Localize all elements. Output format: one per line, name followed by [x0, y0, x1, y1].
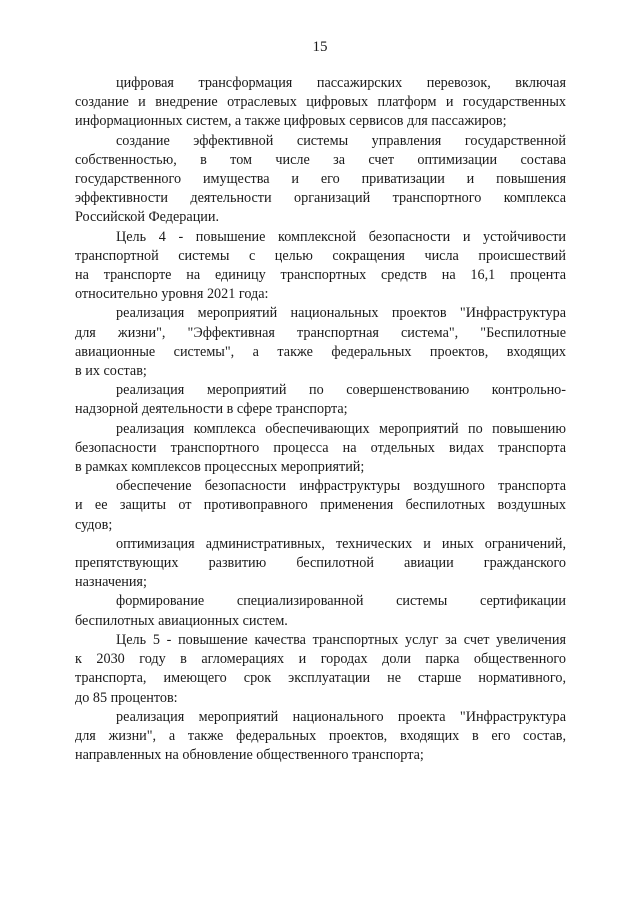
- text-line: для жизни", "Эффективная транспортная система", "Беспилотные: [75, 324, 566, 341]
- text-line: оптимизация административных, технических и иных ограничений,: [116, 535, 566, 552]
- text-line: создание эффективной системы управления государственной: [116, 132, 566, 149]
- text-line: эффективности деятельности организаций транспортного комплекса: [75, 190, 566, 207]
- text-line: в их состав;: [75, 363, 147, 380]
- text-line: относительно уровня 2021 года:: [75, 286, 269, 303]
- paragraph-public-transport: [75, 708, 566, 766]
- text-line: и ее защиты от противоправного применения беспилотных воздушных: [75, 497, 566, 514]
- text-line: к 2030 году в агломерациях и городах доли парка общественного: [75, 651, 566, 668]
- text-line: формирование специализированной системы сертификации: [116, 593, 566, 610]
- text-line: транспортной системы с целью сокращения числа происшествий: [75, 247, 566, 264]
- paragraph-goal-5: [75, 631, 566, 708]
- text-line: надзорной деятельности в сфере транспорта;: [75, 401, 348, 418]
- text-line: реализация мероприятий по совершенствованию контрольно-: [116, 382, 566, 399]
- paragraph-restrictions: [75, 535, 566, 593]
- text-line: информационных систем, а также цифровых сервисов для пассажиров;: [75, 113, 507, 130]
- paragraph-goal-4: [75, 228, 566, 305]
- paragraph-digital-transformation: [75, 74, 566, 132]
- text-line: Цель 4 - повышение комплексной безопасности и устойчивости: [116, 228, 566, 245]
- text-line: транспорта, имеющего срок эксплуатации не старше нормативного,: [75, 670, 566, 687]
- text-line: цифровая трансформация пассажирских перевозок, включая: [116, 75, 566, 91]
- text-line: собственностью, в том числе за счет оптимизации состава: [75, 151, 566, 168]
- text-line: назначения;: [75, 574, 147, 591]
- text-line: на транспорте на единицу транспортных средств на 16,1 процента: [75, 267, 566, 284]
- paragraph-supervision: [75, 381, 566, 419]
- text-line: Цель 5 - повышение качества транспортных услуг за счет увеличения: [116, 631, 566, 648]
- text-line: препятствующих развитию беспилотной авиации гражданского: [75, 555, 566, 572]
- text-line: направленных на обновление общественного транспорта;: [75, 747, 424, 764]
- document-body: [75, 74, 566, 765]
- text-line: реализация комплекса обеспечивающих мероприятий по повышению: [116, 420, 566, 437]
- text-line: создание и внедрение отраслевых цифровых платформ и государственных: [75, 94, 566, 111]
- text-line: Российской Федерации.: [75, 209, 220, 226]
- page-number: 15: [312, 39, 328, 55]
- paragraph-air-infrastructure: [75, 477, 566, 535]
- text-line: до 85 процентов:: [75, 689, 178, 706]
- paragraph-national-projects: [75, 304, 566, 381]
- text-line: реализация мероприятий национальных проектов "Инфраструктура: [116, 305, 566, 322]
- paragraph-safety-complex: [75, 420, 566, 478]
- text-line: государственного имущества и его приватизации и повышения: [75, 171, 566, 188]
- paragraph-state-property: [75, 132, 566, 228]
- text-line: в рамках комплексов процессных мероприятий;: [75, 459, 365, 476]
- text-line: реализация мероприятий национального проекта "Инфраструктура: [116, 708, 566, 725]
- text-line: авиационные системы", а также федеральных проектов, входящих: [75, 343, 566, 360]
- text-line: безопасности транспортного процесса на отдельных видах транспорта: [75, 439, 566, 456]
- text-line: беспилотных авиационных систем.: [75, 612, 288, 629]
- text-line: для жизни", а также федеральных проектов, входящих в его состав,: [75, 727, 566, 744]
- text-line: обеспечение безопасности инфраструктуры воздушного транспорта: [116, 478, 566, 495]
- paragraph-certification: [75, 592, 566, 630]
- text-line: судов;: [75, 516, 113, 533]
